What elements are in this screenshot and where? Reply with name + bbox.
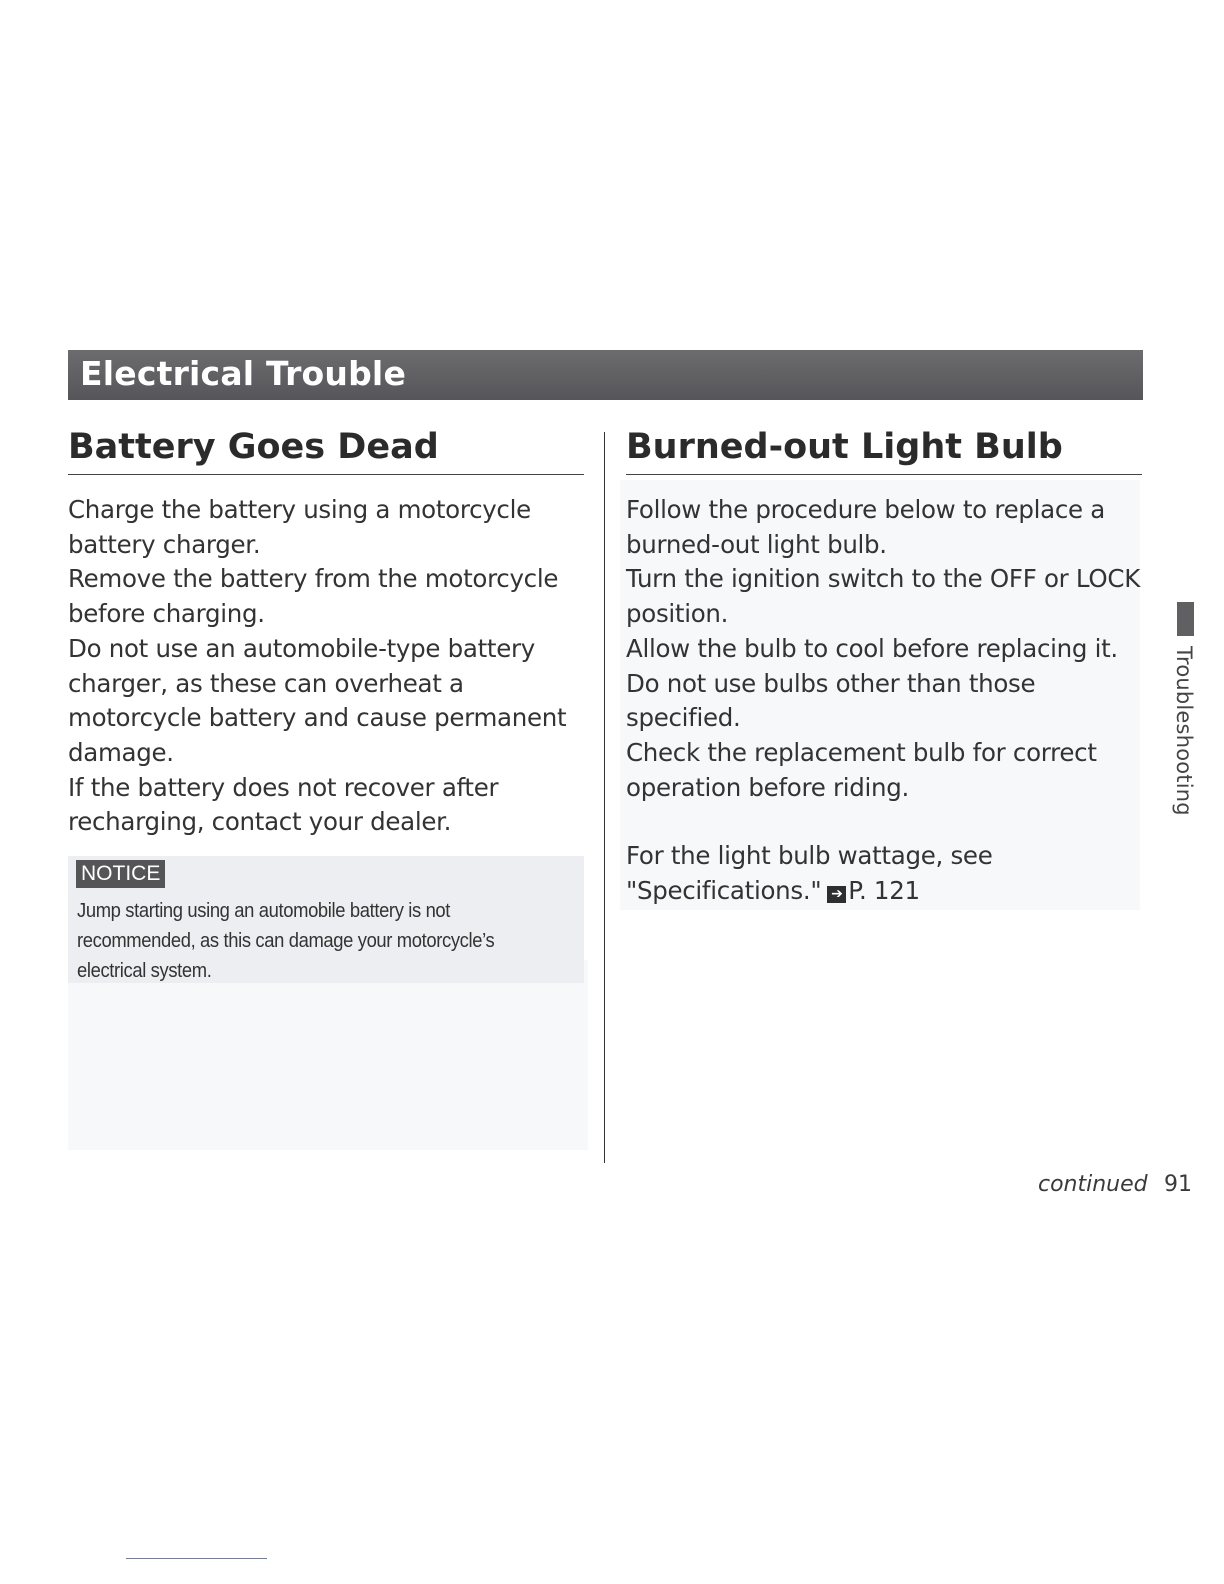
heading-rule: [626, 474, 1142, 475]
battery-heading: Battery Goes Dead: [68, 427, 439, 467]
light-bulb-paragraph: Allow the bulb to cool before replacing it. Do not use bulbs other than those specified.: [626, 633, 1118, 733]
wattage-text: For the light bulb wattage, see "Specifications.": [626, 841, 993, 906]
section-header-bar: [68, 350, 1143, 400]
notice-label: NOTICE: [76, 860, 165, 888]
battery-column: [68, 420, 584, 983]
section-title: Electrical Trouble: [80, 354, 407, 393]
wattage-reference: [626, 839, 1142, 908]
battery-paragraph: If the battery does not recover after recharging, contact your dealer.: [68, 772, 499, 837]
page-reference-arrow-icon: ➔: [827, 886, 846, 903]
notice-box: [68, 856, 584, 983]
side-tab-label: Troubleshooting: [1172, 646, 1196, 816]
light-bulb-column: [626, 420, 1142, 909]
battery-paragraph: Remove the battery from the motorcycle before charging.: [68, 564, 559, 629]
battery-paragraph: Charge the battery using a motorcycle battery charger.: [68, 495, 531, 559]
heading-rule: [68, 474, 584, 475]
light-bulb-paragraph: Turn the ignition switch to the OFF or LOCK position.: [626, 564, 1140, 629]
show-through-shading: [68, 960, 588, 1150]
side-tab-marker: [1177, 602, 1194, 636]
wattage-page-link[interactable]: P. 121: [848, 876, 920, 906]
page-number: 91: [1164, 1172, 1192, 1197]
light-bulb-heading: Burned-out Light Bulb: [626, 427, 1063, 467]
continued-label: continued: [1038, 1172, 1148, 1197]
light-bulb-paragraph: Check the replacement bulb for correct operation before riding.: [626, 737, 1097, 802]
light-bulb-paragraph: Follow the procedure below to replace a burned-out light bulb.: [626, 495, 1105, 559]
bottom-edge-line: [126, 1558, 267, 1559]
column-divider: [604, 432, 605, 1163]
notice-text: Jump starting using an automobile battery is not recommended, as this can damage your motorcycle’s electrical system.: [77, 900, 495, 983]
battery-paragraph: Do not use an automobile-type battery charger, as these can overheat a motorcycle battery and cause permanent damage.: [68, 633, 567, 767]
